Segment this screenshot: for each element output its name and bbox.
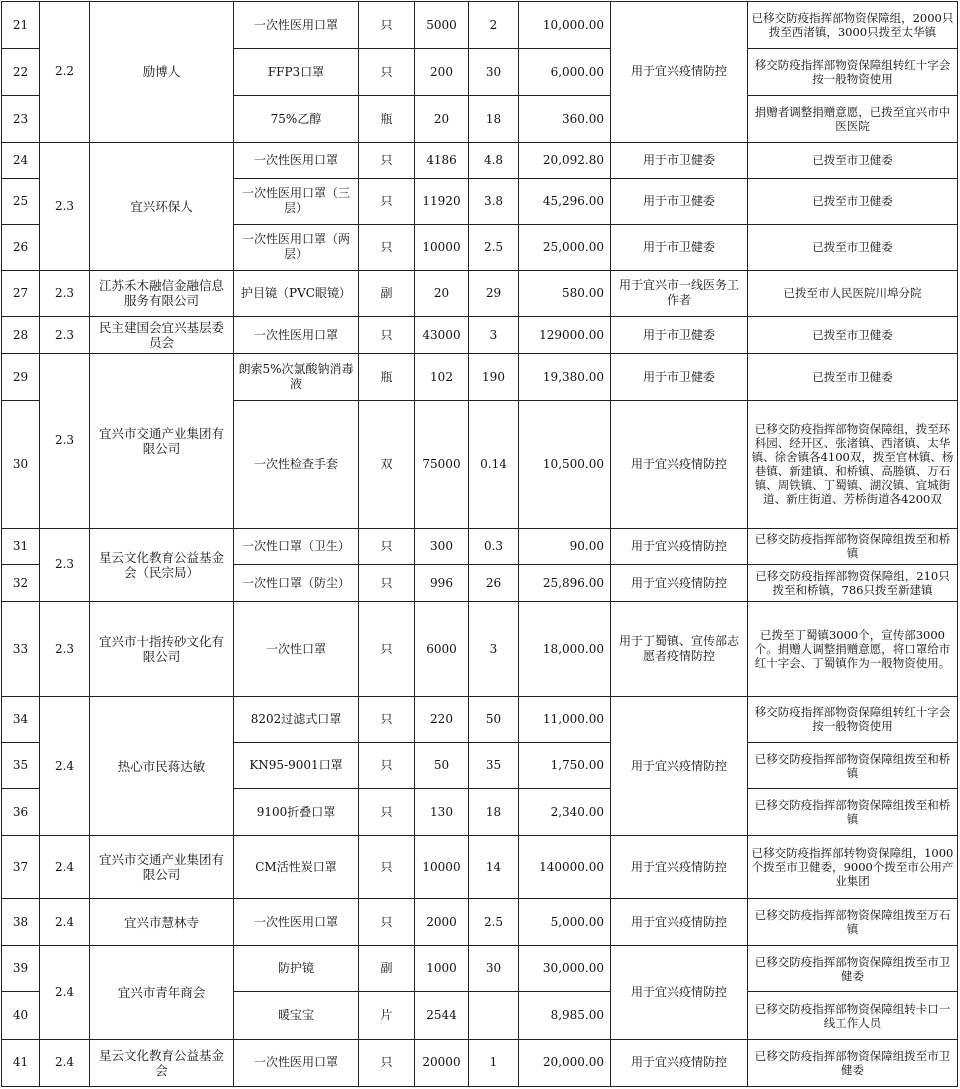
amount: 19,380.00 — [519, 354, 611, 401]
amount: 10,000.00 — [519, 2, 611, 49]
purpose: 用于宜兴疫情防控 — [611, 565, 748, 602]
category-code: 2.3 — [40, 602, 90, 696]
donor-name: 星云文化教育公益基金会 — [90, 1039, 234, 1086]
row-number: 26 — [2, 224, 40, 270]
donor-name: 宜兴环保人 — [90, 142, 234, 270]
item-name: 一次性医用口罩 — [234, 317, 359, 354]
quantity: 2544 — [415, 992, 469, 1039]
purpose: 用于宜兴疫情防控 — [611, 401, 748, 528]
item-name: 防护镜 — [234, 946, 359, 992]
unit: 只 — [359, 528, 415, 565]
row-number: 24 — [2, 142, 40, 178]
table-row — [2, 270, 958, 316]
table-row — [2, 602, 958, 696]
table-row — [2, 946, 958, 992]
disposition-note: 已拨至市卫健委 — [748, 178, 958, 224]
row-number: 22 — [2, 49, 40, 96]
unit: 只 — [359, 696, 415, 742]
amount: 140000.00 — [519, 836, 611, 899]
quantity: 996 — [415, 565, 469, 602]
quantity: 11920 — [415, 178, 469, 224]
unit: 只 — [359, 317, 415, 354]
amount: 20,000.00 — [519, 1039, 611, 1086]
purpose: 用于市卫健委 — [611, 317, 748, 354]
purpose: 用于市卫健委 — [611, 354, 748, 401]
donor-name: 宜兴市交通产业集团有限公司 — [90, 836, 234, 899]
quantity: 1000 — [415, 946, 469, 992]
category-code: 2.4 — [40, 696, 90, 836]
table-row — [2, 354, 958, 401]
row-number: 27 — [2, 270, 40, 316]
unit-price: 0.14 — [469, 401, 519, 528]
row-number: 41 — [2, 1039, 40, 1086]
category-code: 2.4 — [40, 1039, 90, 1086]
purpose: 用于宜兴疫情防控 — [611, 899, 748, 946]
item-name: 8202过滤式口罩 — [234, 696, 359, 742]
donor-name: 励博人 — [90, 2, 234, 143]
amount: 10,500.00 — [519, 401, 611, 528]
unit-price: 2 — [469, 2, 519, 49]
item-name: 朗索5%次氯酸钠消毒液 — [234, 354, 359, 401]
quantity: 6000 — [415, 602, 469, 696]
quantity: 50 — [415, 743, 469, 789]
item-name: 一次性医用口罩 — [234, 2, 359, 49]
unit: 只 — [359, 178, 415, 224]
row-number: 28 — [2, 317, 40, 354]
purpose: 用于宜兴疫情防控 — [611, 696, 748, 836]
disposition-note: 已拨至市卫健委 — [748, 354, 958, 401]
amount: 6,000.00 — [519, 49, 611, 96]
item-name: FFP3口罩 — [234, 49, 359, 96]
quantity: 300 — [415, 528, 469, 565]
row-number: 30 — [2, 401, 40, 528]
table-row — [2, 1039, 958, 1086]
table-row — [2, 528, 958, 565]
quantity: 75000 — [415, 401, 469, 528]
purpose: 用于宜兴疫情防控 — [611, 836, 748, 899]
table-row — [2, 142, 958, 178]
quantity: 4186 — [415, 142, 469, 178]
row-number: 38 — [2, 899, 40, 946]
disposition-note: 已移交防疫指挥部物资保障组，210只拨至和桥镇，786只拨至新建镇 — [748, 565, 958, 602]
donor-name: 宜兴市交通产业集团有限公司 — [90, 354, 234, 528]
disposition-note: 已拨至丁蜀镇3000个，宣传部3000个。捐赠人调整捐赠意愿，将口罩给市红十字会、丁蜀镇作为一般物资使用。 — [748, 602, 958, 696]
item-name: 一次性医用口罩（三层） — [234, 178, 359, 224]
donor-name: 江苏禾木融信金融信息服务有限公司 — [90, 270, 234, 316]
disposition-note: 已移交防疫指挥部物资保障组，2000只拨至西渚镇，3000只拨至太华镇 — [748, 2, 958, 49]
item-name: 一次性医用口罩（两层） — [234, 224, 359, 270]
donor-name: 热心市民蒋达敏 — [90, 696, 234, 836]
amount: 25,896.00 — [519, 565, 611, 602]
unit-price — [469, 992, 519, 1039]
table-row — [2, 836, 958, 899]
quantity: 20000 — [415, 1039, 469, 1086]
donor-name: 宜兴市慧林寺 — [90, 899, 234, 946]
unit-price: 50 — [469, 696, 519, 742]
category-code: 2.2 — [40, 2, 90, 143]
quantity: 10000 — [415, 836, 469, 899]
unit: 副 — [359, 270, 415, 316]
row-number: 32 — [2, 565, 40, 602]
item-name: 一次性医用口罩 — [234, 142, 359, 178]
unit-price: 190 — [469, 354, 519, 401]
disposition-note: 已移交防疫指挥部转物资保障组，1000个拨至市卫健委，9000个拨至市公用产业集团 — [748, 836, 958, 899]
table-row — [2, 317, 958, 354]
quantity: 20 — [415, 96, 469, 142]
category-code: 2.3 — [40, 354, 90, 528]
unit: 只 — [359, 2, 415, 49]
amount: 1,750.00 — [519, 743, 611, 789]
category-code: 2.4 — [40, 899, 90, 946]
unit-price: 18 — [469, 789, 519, 836]
disposition-note: 已拨至市人民医院川埠分院 — [748, 270, 958, 316]
unit-price: 2.5 — [469, 224, 519, 270]
row-number: 36 — [2, 789, 40, 836]
quantity: 130 — [415, 789, 469, 836]
item-name: 75%乙醇 — [234, 96, 359, 142]
purpose: 用于丁蜀镇、宣传部志愿者疫情防控 — [611, 602, 748, 696]
unit-price: 30 — [469, 946, 519, 992]
donor-name: 宜兴市青年商会 — [90, 946, 234, 1039]
amount: 18,000.00 — [519, 602, 611, 696]
item-name: 一次性口罩（卫生） — [234, 528, 359, 565]
disposition-note: 已移交防疫指挥部物资保障组拨至市卫健委 — [748, 946, 958, 992]
amount: 360.00 — [519, 96, 611, 142]
row-number: 25 — [2, 178, 40, 224]
disposition-note: 移交防疫指挥部物资保障组转红十字会按一般物资使用 — [748, 696, 958, 742]
amount: 20,092.80 — [519, 142, 611, 178]
table-row — [2, 899, 958, 946]
disposition-note: 已拨至市卫健委 — [748, 317, 958, 354]
item-name: CM活性炭口罩 — [234, 836, 359, 899]
row-number: 31 — [2, 528, 40, 565]
unit: 副 — [359, 946, 415, 992]
unit-price: 3.8 — [469, 178, 519, 224]
purpose: 用于市卫健委 — [611, 224, 748, 270]
disposition-note: 已移交防疫指挥部物资保障组转卡口一线工作人员 — [748, 992, 958, 1039]
donation-table — [1, 1, 958, 1087]
amount: 30,000.00 — [519, 946, 611, 992]
unit-price: 35 — [469, 743, 519, 789]
disposition-note: 已移交防疫指挥部物资保障组拨至市卫健委 — [748, 1039, 958, 1086]
unit: 双 — [359, 401, 415, 528]
amount: 90.00 — [519, 528, 611, 565]
disposition-note: 已拨至市卫健委 — [748, 142, 958, 178]
unit-price: 1 — [469, 1039, 519, 1086]
quantity: 10000 — [415, 224, 469, 270]
row-number: 37 — [2, 836, 40, 899]
item-name: 一次性医用口罩 — [234, 1039, 359, 1086]
row-number: 40 — [2, 992, 40, 1039]
disposition-note: 已移交防疫指挥部物资保障组拨至和桥镇 — [748, 528, 958, 565]
unit: 瓶 — [359, 96, 415, 142]
donor-name: 宜兴市十指抟砂文化有限公司 — [90, 602, 234, 696]
category-code: 2.4 — [40, 946, 90, 1039]
purpose: 用于宜兴疫情防控 — [611, 1039, 748, 1086]
unit: 只 — [359, 565, 415, 602]
item-name: 一次性医用口罩 — [234, 899, 359, 946]
donor-name: 星云文化教育公益基金会（民宗局） — [90, 528, 234, 602]
purpose: 用于市卫健委 — [611, 142, 748, 178]
quantity: 200 — [415, 49, 469, 96]
unit: 只 — [359, 49, 415, 96]
unit: 只 — [359, 224, 415, 270]
category-code: 2.3 — [40, 270, 90, 316]
purpose: 用于宜兴疫情防控 — [611, 528, 748, 565]
category-code: 2.3 — [40, 528, 90, 602]
unit-price: 2.5 — [469, 899, 519, 946]
unit-price: 30 — [469, 49, 519, 96]
item-name: KN95-9001口罩 — [234, 743, 359, 789]
disposition-note: 已移交防疫指挥部物资保障组拨至和桥镇 — [748, 743, 958, 789]
row-number: 23 — [2, 96, 40, 142]
row-number: 33 — [2, 602, 40, 696]
quantity: 220 — [415, 696, 469, 742]
quantity: 20 — [415, 270, 469, 316]
item-name: 一次性口罩（防尘） — [234, 565, 359, 602]
disposition-note: 捐赠者调整捐赠意愿，已拨至宜兴市中医医院 — [748, 96, 958, 142]
amount: 8,985.00 — [519, 992, 611, 1039]
unit: 只 — [359, 602, 415, 696]
amount: 45,296.00 — [519, 178, 611, 224]
amount: 5,000.00 — [519, 899, 611, 946]
row-number: 35 — [2, 743, 40, 789]
amount: 129000.00 — [519, 317, 611, 354]
amount: 580.00 — [519, 270, 611, 316]
item-name: 一次性检查手套 — [234, 401, 359, 528]
table-body — [2, 2, 958, 1087]
item-name: 护目镜（PVC眼镜） — [234, 270, 359, 316]
row-number: 39 — [2, 946, 40, 992]
unit-price: 18 — [469, 96, 519, 142]
item-name: 一次性口罩 — [234, 602, 359, 696]
unit: 只 — [359, 899, 415, 946]
unit: 只 — [359, 142, 415, 178]
unit-price: 14 — [469, 836, 519, 899]
category-code: 2.4 — [40, 836, 90, 899]
unit-price: 3 — [469, 602, 519, 696]
row-number: 21 — [2, 2, 40, 49]
row-number: 34 — [2, 696, 40, 742]
amount: 25,000.00 — [519, 224, 611, 270]
unit-price: 26 — [469, 565, 519, 602]
purpose: 用于市卫健委 — [611, 178, 748, 224]
unit: 只 — [359, 743, 415, 789]
disposition-note: 已移交防疫指挥部物资保障组，拨至环科园、经开区、张渚镇、西渚镇、太华镇、徐舍镇各4100双，拨至官林镇、杨巷镇、新建镇、和桥镇、高塍镇、万石镇、周铁镇、丁蜀镇、湖㳇镇、宜城街道、新庄街道、芳桥街道各4200双 — [748, 401, 958, 528]
purpose: 用于宜兴疫情防控 — [611, 946, 748, 1039]
item-name: 9100折叠口罩 — [234, 789, 359, 836]
disposition-note: 已拨至市卫健委 — [748, 224, 958, 270]
table-row — [2, 2, 958, 49]
unit-price: 3 — [469, 317, 519, 354]
category-code: 2.3 — [40, 317, 90, 354]
unit: 片 — [359, 992, 415, 1039]
amount: 11,000.00 — [519, 696, 611, 742]
disposition-note: 已移交防疫指挥部物资保障组拨至万石镇 — [748, 899, 958, 946]
quantity: 5000 — [415, 2, 469, 49]
category-code: 2.3 — [40, 142, 90, 270]
quantity: 2000 — [415, 899, 469, 946]
purpose: 用于宜兴市一线医务工作者 — [611, 270, 748, 316]
unit: 只 — [359, 1039, 415, 1086]
purpose: 用于宜兴疫情防控 — [611, 2, 748, 143]
unit: 只 — [359, 836, 415, 899]
table-row — [2, 696, 958, 742]
item-name: 暖宝宝 — [234, 992, 359, 1039]
row-number: 29 — [2, 354, 40, 401]
unit: 瓶 — [359, 354, 415, 401]
amount: 2,340.00 — [519, 789, 611, 836]
unit-price: 0.3 — [469, 528, 519, 565]
quantity: 43000 — [415, 317, 469, 354]
unit-price: 4.8 — [469, 142, 519, 178]
donor-name: 民主建国会宜兴基层委员会 — [90, 317, 234, 354]
quantity: 102 — [415, 354, 469, 401]
unit-price: 29 — [469, 270, 519, 316]
unit: 只 — [359, 789, 415, 836]
disposition-note: 已移交防疫指挥部物资保障组拨至和桥镇 — [748, 789, 958, 836]
disposition-note: 移交防疫指挥部物资保障组转红十字会按一般物资使用 — [748, 49, 958, 96]
